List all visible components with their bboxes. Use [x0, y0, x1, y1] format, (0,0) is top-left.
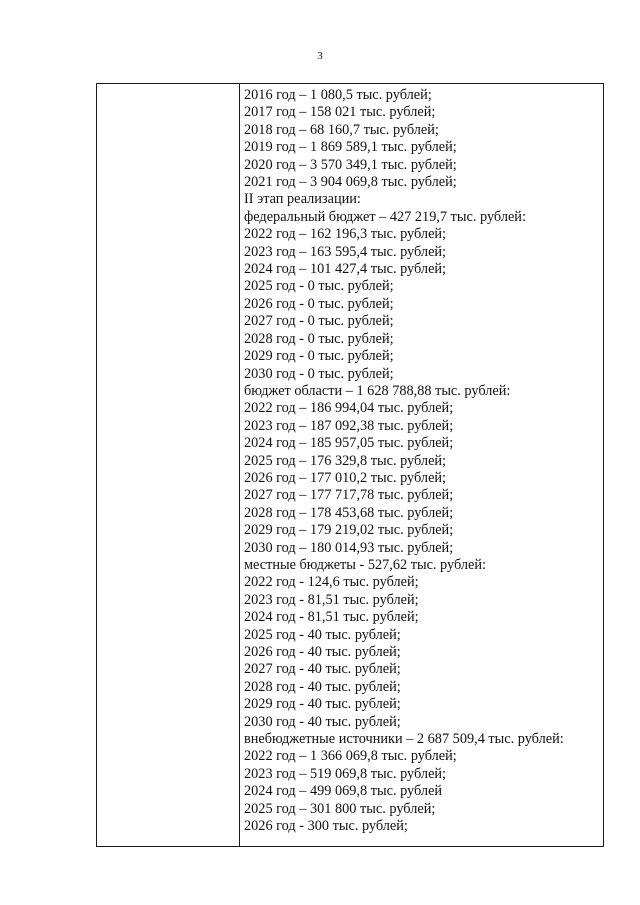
funding-line: 2024 год - 81,51 тыс. рублей; — [244, 609, 419, 626]
funding-line: 2022 год – 162 196,3 тыс. рублей; — [244, 226, 447, 243]
funding-line: 2029 год – 179 219,02 тыс. рублей; — [244, 522, 454, 539]
funding-line: 2025 год – 301 800 тыс. рублей; — [244, 800, 436, 817]
funding-line: 2027 год - 40 тыс. рублей; — [244, 661, 401, 678]
funding-line: 2017 год – 158 021 тыс. рублей; — [244, 104, 436, 121]
funding-line: 2018 год – 68 160,7 тыс. рублей; — [244, 121, 439, 138]
funding-line: 2022 год – 186 994,04 тыс. рублей; — [244, 400, 454, 417]
funding-text-cell — [240, 84, 603, 846]
funding-line: 2030 год – 180 014,93 тыс. рублей; — [244, 539, 454, 556]
funding-line: 2026 год – 177 010,2 тыс. рублей; — [244, 469, 447, 486]
funding-line: 2020 год – 3 570 349,1 тыс. рублей; — [244, 156, 457, 173]
funding-line: 2028 год – 178 453,68 тыс. рублей; — [244, 504, 454, 521]
funding-line: 2024 год – 101 427,4 тыс. рублей; — [244, 261, 447, 278]
funding-line: 2023 год – 187 092,38 тыс. рублей; — [244, 417, 454, 434]
funding-line: 2026 год - 40 тыс. рублей; — [244, 644, 401, 660]
funding-line: 2027 год – 177 717,78 тыс. рублей; — [244, 487, 454, 504]
funding-line: 2022 год - 124,6 тыс. рублей; — [244, 574, 419, 591]
funding-line: 2028 год - 40 тыс. рублей; — [244, 678, 401, 695]
funding-line: 2029 год - 40 тыс. рублей; — [244, 696, 401, 713]
funding-line: II этап реализации: — [244, 191, 361, 208]
funding-line: 2025 год - 40 тыс. рублей; — [244, 626, 401, 643]
funding-line: 2029 год - 0 тыс. рублей; — [244, 348, 394, 365]
funding-line: 2030 год - 0 тыс. рублей; — [244, 365, 394, 382]
funding-line: 2024 год – 499 069,8 тыс. рублей — [244, 783, 443, 800]
funding-line: 2026 год - 0 тыс. рублей; — [244, 295, 394, 312]
funding-line: 2027 год - 0 тыс. рублей; — [244, 313, 394, 330]
table-left-cell — [97, 84, 240, 846]
page-number: 3 — [317, 50, 323, 62]
funding-line: внебюджетные источники – 2 687 509,4 тыс. рублей: — [244, 731, 564, 748]
funding-line: 2023 год - 81,51 тыс. рублей; — [244, 591, 419, 608]
funding-line: 2021 год – 3 904 069,8 тыс. рублей; — [244, 174, 457, 191]
funding-line: местные бюджеты - 527,62 тыс. рублей: — [244, 556, 486, 573]
funding-line: 2024 год – 185 957,05 тыс. рублей; — [244, 435, 454, 452]
funding-table — [96, 83, 604, 847]
funding-line: 2019 год – 1 869 589,1 тыс. рублей; — [244, 139, 457, 156]
funding-line: 2028 год - 0 тыс. рублей; — [244, 330, 394, 347]
funding-line: 2023 год – 163 595,4 тыс. рублей; — [244, 243, 447, 260]
funding-line: 2026 год - 300 тыс. рублей; — [244, 818, 408, 835]
funding-line: 2022 год – 1 366 069,8 тыс. рублей; — [244, 748, 457, 765]
funding-line: федеральный бюджет – 427 219,7 тыс. рублей: — [244, 208, 526, 225]
funding-line: 2023 год – 519 069,8 тыс. рублей; — [244, 765, 447, 782]
funding-line: 2025 год - 0 тыс. рублей; — [244, 278, 394, 295]
funding-line: 2016 год – 1 080,5 тыс. рублей; — [244, 87, 432, 103]
funding-line: 2030 год - 40 тыс. рублей; — [244, 713, 401, 730]
funding-line: бюджет области – 1 628 788,88 тыс. рублей: — [244, 382, 511, 399]
funding-line: 2025 год – 176 329,8 тыс. рублей; — [244, 452, 447, 469]
